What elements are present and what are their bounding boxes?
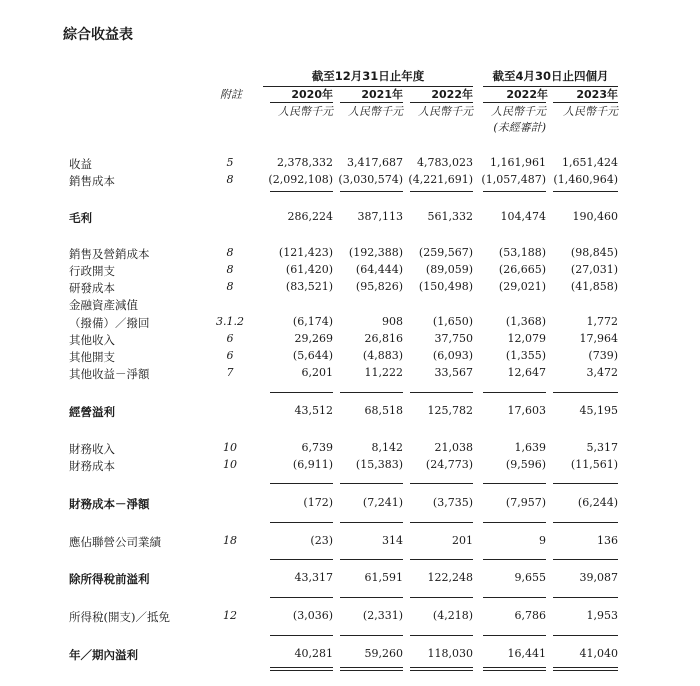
cell-value: (3,036) <box>292 609 333 622</box>
cell-value: 61,591 <box>364 571 403 584</box>
cell-value: 68,518 <box>364 404 403 417</box>
subtotal-rule <box>483 635 546 636</box>
cell-value: 1,953 <box>586 609 618 622</box>
cell-value: 29,269 <box>294 332 333 345</box>
subtotal-rule <box>553 483 618 484</box>
cell-value: 3,472 <box>586 366 618 379</box>
subtotal-rule <box>270 191 333 192</box>
cell-value: 1,651,424 <box>562 156 618 169</box>
cell-value: (121,423) <box>278 246 333 259</box>
cell-value: 190,460 <box>572 210 618 223</box>
cell-value: 4,783,023 <box>417 156 473 169</box>
subtotal-rule <box>340 483 403 484</box>
cell-value: 314 <box>382 534 403 547</box>
cell-value: 37,750 <box>434 332 473 345</box>
subtotal-rule <box>553 191 618 192</box>
row-note: 8 <box>226 280 234 293</box>
cell-value: 6,201 <box>301 366 333 379</box>
subtotal-rule <box>410 191 473 192</box>
row-label: 行政開支 <box>69 264 115 278</box>
cell-value: (150,498) <box>418 280 473 293</box>
row-note: 5 <box>226 156 234 169</box>
cell-value: (27,031) <box>570 263 618 276</box>
row-label: 其他開支 <box>69 350 115 364</box>
total-double-rule <box>340 670 403 671</box>
row-label: 其他收益－淨額 <box>69 367 150 381</box>
cell-value: (11,561) <box>570 458 618 471</box>
subtotal-rule <box>410 392 473 393</box>
row-note: 18 <box>223 534 237 547</box>
row-note: 8 <box>226 263 234 276</box>
cell-value: 125,782 <box>427 404 473 417</box>
cell-value: 41,040 <box>579 647 618 660</box>
subtotal-rule <box>553 635 618 636</box>
cell-value: (739) <box>588 349 618 362</box>
subtotal-rule <box>340 191 403 192</box>
row-note: 3.1.2 <box>216 315 244 328</box>
cell-value: 16,441 <box>507 647 546 660</box>
cell-value: (192,388) <box>348 246 403 259</box>
cell-value: 122,248 <box>427 571 473 584</box>
cell-value: (172) <box>303 496 333 509</box>
row-label: 銷售成本 <box>69 174 115 188</box>
cell-value: (61,420) <box>285 263 333 276</box>
subtotal-rule <box>553 392 618 393</box>
cell-value: 9 <box>539 534 546 547</box>
cell-value: 33,567 <box>434 366 473 379</box>
cell-value: 39,087 <box>579 571 618 584</box>
row-note: 12 <box>223 609 237 622</box>
group-header-year-end: 截至12月31日止年度 <box>311 69 425 83</box>
unit-label: 人民幣千元 <box>418 105 473 118</box>
row-label: 收益 <box>69 157 92 171</box>
cell-value: 12,647 <box>507 366 546 379</box>
group-header-four-months: 截至4月30日止四個月 <box>492 69 609 83</box>
cell-value: (89,059) <box>425 263 473 276</box>
cell-value: (6,244) <box>577 496 618 509</box>
cell-value: 40,281 <box>294 647 333 660</box>
cell-value: 45,195 <box>579 404 618 417</box>
year-header: 2022年 <box>431 88 473 101</box>
cell-value: 201 <box>452 534 473 547</box>
subtotal-rule <box>553 597 618 598</box>
cell-value: (6,093) <box>432 349 473 362</box>
row-label: 毛利 <box>69 211 92 225</box>
subtotal-rule <box>340 597 403 598</box>
cell-value: 1,772 <box>586 315 618 328</box>
subtotal-rule <box>410 522 473 523</box>
cell-value: 286,224 <box>287 210 333 223</box>
cell-value: (4,218) <box>432 609 473 622</box>
cell-value: (1,368) <box>505 315 546 328</box>
row-note: 8 <box>226 173 234 186</box>
total-double-rule <box>553 670 618 671</box>
page-title: 綜合收益表 <box>63 27 133 43</box>
cell-value: (3,735) <box>432 496 473 509</box>
subtotal-rule <box>270 483 333 484</box>
cell-value: 136 <box>597 534 618 547</box>
total-double-rule <box>340 667 403 668</box>
row-label: 應佔聯營公司業績 <box>69 535 161 549</box>
cell-value: (259,567) <box>418 246 473 259</box>
total-double-rule <box>270 667 333 668</box>
cell-value: (15,383) <box>355 458 403 471</box>
cell-value: 561,332 <box>427 210 473 223</box>
row-label: 財務成本 <box>69 459 115 473</box>
subtotal-rule <box>483 483 546 484</box>
subtotal-rule <box>270 559 333 560</box>
cell-value: (24,773) <box>425 458 473 471</box>
subtotal-rule <box>483 597 546 598</box>
cell-value: 21,038 <box>434 441 473 454</box>
year-header: 2021年 <box>361 88 403 101</box>
cell-value: (3,030,574) <box>338 173 403 186</box>
cell-value: (2,331) <box>362 609 403 622</box>
row-note: 8 <box>226 246 234 259</box>
cell-value: 104,474 <box>500 210 546 223</box>
subtotal-rule <box>340 635 403 636</box>
cell-value: (7,957) <box>505 496 546 509</box>
cell-value: 43,317 <box>294 571 333 584</box>
cell-value: (6,174) <box>292 315 333 328</box>
cell-value: 908 <box>382 315 403 328</box>
subtotal-rule <box>410 559 473 560</box>
total-double-rule <box>270 670 333 671</box>
cell-value: (26,665) <box>498 263 546 276</box>
row-note: 6 <box>226 349 234 362</box>
total-double-rule <box>553 667 618 668</box>
subtotal-rule <box>410 635 473 636</box>
row-note: 6 <box>226 332 234 345</box>
cell-value: (83,521) <box>285 280 333 293</box>
cell-value: 11,222 <box>364 366 403 379</box>
year-header: 2023年 <box>576 88 618 101</box>
cell-value: (23) <box>310 534 333 547</box>
cell-value: (7,241) <box>362 496 403 509</box>
cell-value: 43,512 <box>294 404 333 417</box>
total-double-rule <box>483 667 546 668</box>
cell-value: 59,260 <box>364 647 403 660</box>
cell-value: (4,221,691) <box>408 173 473 186</box>
cell-value: 17,964 <box>579 332 618 345</box>
row-label: 銷售及營銷成本 <box>69 247 150 261</box>
subtotal-rule <box>340 522 403 523</box>
row-label: 金融資產減值 <box>69 298 138 312</box>
cell-value: (1,650) <box>432 315 473 328</box>
cell-value: (5,644) <box>292 349 333 362</box>
row-label: 其他收入 <box>69 333 115 347</box>
cell-value: (1,355) <box>505 349 546 362</box>
subtotal-rule <box>483 392 546 393</box>
cell-value: 8,142 <box>371 441 403 454</box>
subtotal-rule <box>483 559 546 560</box>
unit-label: 人民幣千元 <box>278 105 333 118</box>
cell-value: 6,786 <box>514 609 546 622</box>
cell-value: 17,603 <box>507 404 546 417</box>
row-note: 10 <box>223 441 237 454</box>
row-label: 經營溢利 <box>69 405 115 419</box>
cell-value: 6,739 <box>301 441 333 454</box>
row-note: 10 <box>223 458 237 471</box>
cell-value: (29,021) <box>498 280 546 293</box>
cell-value: (1,460,964) <box>553 173 618 186</box>
cell-value: (6,911) <box>292 458 333 471</box>
cell-value: 12,079 <box>507 332 546 345</box>
unit-label: 人民幣千元 <box>348 105 403 118</box>
cell-value: 387,113 <box>357 210 403 223</box>
cell-value: 26,816 <box>364 332 403 345</box>
cell-value: 1,639 <box>514 441 546 454</box>
cell-value: (4,883) <box>362 349 403 362</box>
unit-label: 人民幣千元 <box>491 105 546 118</box>
subtotal-rule <box>340 559 403 560</box>
cell-value: 9,655 <box>514 571 546 584</box>
row-label: （撥備）／撥回 <box>69 316 150 330</box>
row-label: 除所得稅前溢利 <box>69 572 150 586</box>
cell-value: (9,596) <box>505 458 546 471</box>
cell-value: (41,858) <box>570 280 618 293</box>
cell-value: 118,030 <box>427 647 473 660</box>
subtotal-rule <box>553 559 618 560</box>
total-double-rule <box>410 670 473 671</box>
row-note: 7 <box>226 366 234 379</box>
subtotal-rule <box>410 597 473 598</box>
cell-value: 3,417,687 <box>347 156 403 169</box>
cell-value: (2,092,108) <box>268 173 333 186</box>
year-header: 2020年 <box>291 88 333 101</box>
cell-value: (53,188) <box>498 246 546 259</box>
unaudited-label: (未經審計) <box>493 121 546 134</box>
row-label: 財務收入 <box>69 442 115 456</box>
subtotal-rule <box>270 392 333 393</box>
cell-value: 5,317 <box>586 441 618 454</box>
year-header: 2022年 <box>506 88 548 101</box>
row-label: 財務成本－淨額 <box>69 497 150 511</box>
subtotal-rule <box>270 522 333 523</box>
subtotal-rule <box>270 597 333 598</box>
cell-value: (1,057,487) <box>481 173 546 186</box>
subtotal-rule <box>483 522 546 523</box>
cell-value: (98,845) <box>570 246 618 259</box>
row-label: 年／期內溢利 <box>69 648 138 662</box>
subtotal-rule <box>410 483 473 484</box>
subtotal-rule <box>270 635 333 636</box>
cell-value: (95,826) <box>355 280 403 293</box>
unit-label: 人民幣千元 <box>563 105 618 118</box>
cell-value: 2,378,332 <box>277 156 333 169</box>
total-double-rule <box>410 667 473 668</box>
note-column-header: 附註 <box>220 88 242 101</box>
subtotal-rule <box>483 191 546 192</box>
subtotal-rule <box>340 392 403 393</box>
row-label: 所得稅(開支)／抵免 <box>69 610 170 624</box>
row-label: 研發成本 <box>69 281 115 295</box>
subtotal-rule <box>553 522 618 523</box>
cell-value: 1,161,961 <box>490 156 546 169</box>
total-double-rule <box>483 670 546 671</box>
cell-value: (64,444) <box>355 263 403 276</box>
